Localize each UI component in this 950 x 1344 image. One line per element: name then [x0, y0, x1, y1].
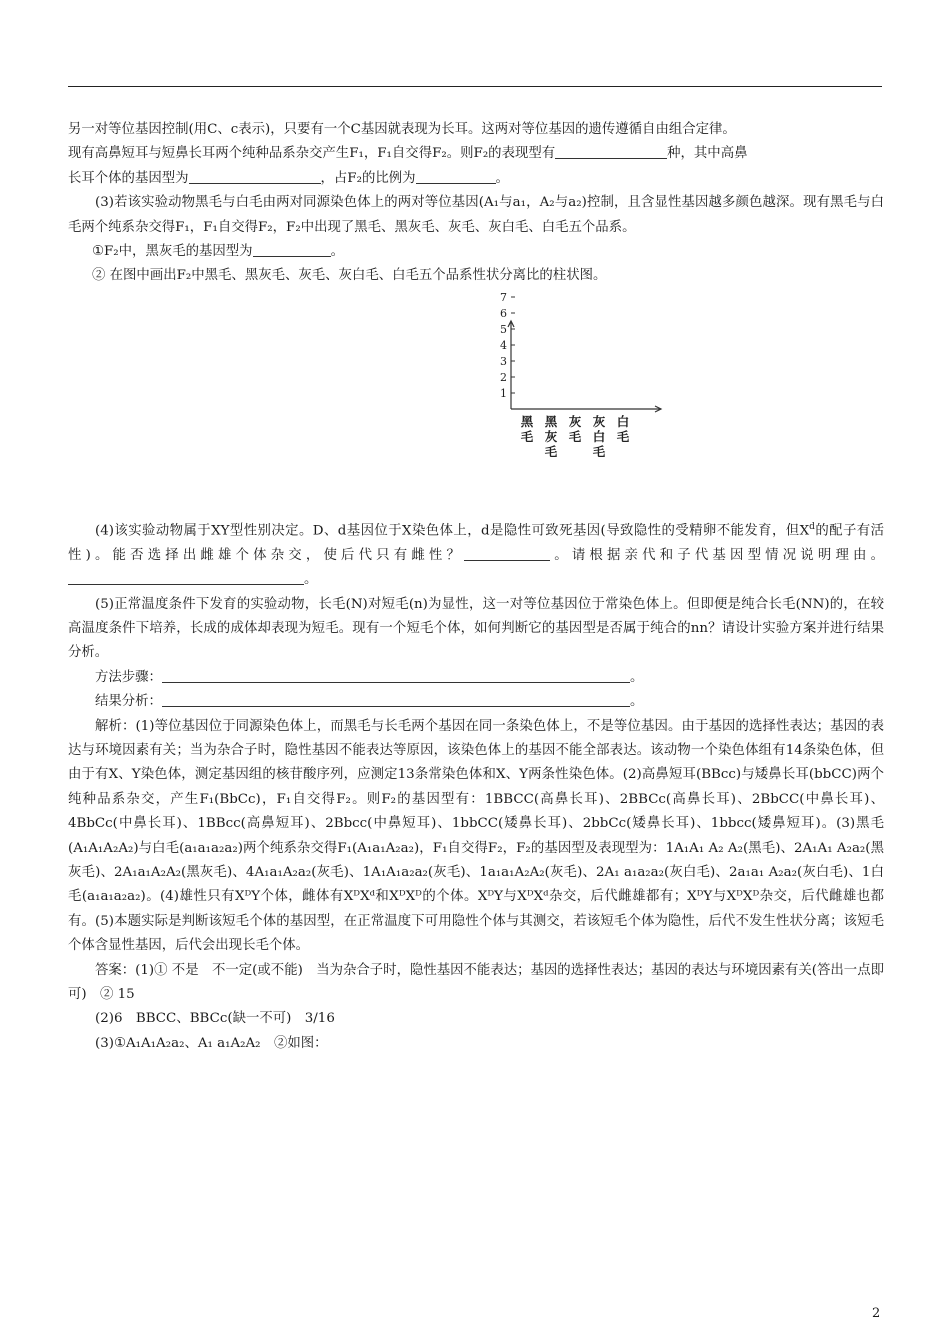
svg-text:灰: 灰: [592, 413, 606, 429]
q2-line3: 长耳个体的基因型为 ，占F₂的比例为 。: [68, 167, 884, 191]
q3-sub1: ①F₂中，黑灰毛的基因型为 。: [68, 240, 884, 264]
answer-blank: [416, 168, 496, 184]
x-tick-label: [521, 414, 534, 444]
q5-text: (5)正常温度条件下发育的实验动物，长毛(N)对短毛(n)为显性，这一对等位基因位于常染色体上。但即便是纯合长毛(NN)的，在较高温度条件下培养，长成的成体却表现为短毛。现有一个短毛个体，如何判断它的基因型是否属于纯合的nn？请设计实验方案并进行结果分析。: [68, 596, 884, 661]
y-tick-label: 1: [500, 386, 507, 400]
answer-blank: [68, 569, 304, 585]
page-number: 2: [872, 1306, 881, 1321]
svg-text:灰: 灰: [544, 428, 558, 444]
answer-blank: [555, 143, 667, 159]
answer-blank: [162, 667, 630, 683]
q3-sub2: ② 在图中画出F₂中黑毛、黑灰毛、灰毛、灰白毛、白毛五个品系性状分离比的柱状图。: [92, 268, 607, 284]
x-tick-label: [617, 414, 630, 444]
header-rule: [68, 86, 882, 87]
y-tick-label: 2: [500, 370, 507, 384]
answer-line2: (2)6 BBCC、BBCc(缺一不可) 3/16: [95, 1011, 335, 1027]
svg-text:白: 白: [592, 428, 606, 444]
svg-text:黑: 黑: [544, 413, 558, 429]
svg-text:黑: 黑: [520, 413, 534, 429]
svg-text:白: 白: [616, 413, 630, 429]
x-tick-label: [545, 414, 558, 459]
q5-result: 结果分析： 。: [68, 690, 884, 714]
y-tick-label: 7: [500, 290, 507, 304]
svg-text:毛: 毛: [568, 428, 582, 444]
y-tick-label: 6: [500, 306, 507, 320]
y-tick-label: 5: [500, 322, 507, 336]
svg-text:灰: 灰: [568, 413, 582, 429]
svg-text:毛: 毛: [592, 443, 606, 459]
bar-chart-blank: [423, 290, 643, 507]
svg-text:毛: 毛: [544, 443, 558, 459]
q5-method: 方法步骤： 。: [68, 666, 884, 690]
y-tick-label: 4: [500, 338, 507, 352]
answer-line1: 答案：(1)① 不是 不一定(或不能) 当为杂合子时，隐性基因不能表达；基因的选择性表达；基因的表达与环境因素有关(答出一点即可) ② 15: [68, 962, 884, 1003]
q3-intro: (3)若该实验动物黑毛与白毛由两对同源染色体上的两对等位基因(A₁与a₁，A₂与a₂)控制，且含显性基因越多颜色越深。现有黑毛与白毛两个纯系杂交得F₁，F₁自交得F₂，F₂中出现了黑毛、黑灰毛、灰毛、灰白毛、白毛五个品系。: [68, 195, 884, 235]
answer-blank: [253, 241, 331, 257]
figure-area: [68, 290, 884, 507]
q4-text: (4)该实验动物属于XY型性别决定。D、d基因位于X染色体上，d是隐性可致死基因(导致隐性的受精卵不能发育，但$X^d$的配子有活性)。能否选择出雌雄个体杂交，使后代只有雌性？ 。请根据亲代和子代基因型情况说明理由。。: [68, 521, 884, 588]
x-tick-label: [569, 414, 582, 444]
answer-blank: [189, 168, 321, 184]
svg-text:毛: 毛: [520, 428, 534, 444]
svg-text:毛: 毛: [616, 428, 630, 444]
y-tick-label: 3: [500, 354, 507, 368]
answer-blank: [162, 691, 630, 707]
answer-line3: (3)①A₁A₁A₂a₂、A₁ a₁A₂A₂ ②如图：: [95, 1035, 328, 1051]
x-tick-label: [593, 414, 606, 459]
answer-blank: [464, 545, 550, 561]
q2-line2: 现有高鼻短耳与短鼻长耳两个纯种品系杂交产生F₁，F₁自交得F₂。则F₂的表现型有 种，其中高鼻: [68, 142, 884, 166]
document-body: [68, 118, 884, 1056]
analysis-text: 解析：(1)等位基因位于同源染色体上，而黑毛与长毛两个基因在同一条染色体上，不是等位基因。由于基因的选择性表达；基因的表达与环境因素有关；当为杂合子时，隐性基因不能表达等原因，该染色体上的基因不能全部表达。该动物一个染色体组有14条染色体，但由于有X、Y染色体，测定基因组的核苷酸序列，应测定13条常染色体和X、Y两条性染色体。(2)高鼻短耳(BBcc)与矮鼻长耳(bbCC)两个纯种品系杂交，产生F₁(BbCc)，F₁自交得F₂。则F₂的基因型有：1BBCC(高鼻长耳)、2BBCc(高鼻长耳)、2BbCC(中鼻长耳)、4BbCc(中鼻长耳)、1BBcc(高鼻短耳)、2Bbcc(中鼻短耳)、1bbCC(矮鼻长耳)、2bbCc(矮鼻长耳)、1bbcc(矮鼻短耳)。(3)黑毛(A₁A₁A₂A₂)与白毛(a₁a₁a₂a₂)两个纯系杂交得F₁(A₁a₁A₂a₂)，F₁自交得F₂，F₂的基因型及表现型为：1A₁A₁ A₂ A₂(黑毛)、2A₁A₁ A₂a₂(黑灰毛)、2A₁a₁A₂A₂(黑灰毛)、4A₁a₁A₂a₂(灰毛)、1A₁A₁a₂a₂(灰毛)、1a₁a₁A₂A₂(灰毛)、2A₁ a₁a₂a₂(灰白毛)、2a₁a₁ A₂a₂(灰白毛)、1白毛(a₁a₁a₂a₂)。(4)雄性只有XᴰY个体，雌体有XᴰXᵈ和XᴰXᴰ的个体。XᴰY与XᴰXᵈ杂交，后代雌雄都有；XᴰY与XᴰXᴰ杂交，后代雌雄也都有。(5)本题实际是判断该短毛个体的基因型，在正常温度下可用隐性个体与其测交，若该短毛个体为隐性，后代不发生性状分离；该短毛个体含显性基因，后代会出现长毛个体。: [68, 718, 884, 954]
q2-line1: 另一对等位基因控制(用C、c表示)，只要有一个C基因就表现为长耳。这两对等位基因的遗传遵循自由组合定律。: [68, 122, 736, 137]
